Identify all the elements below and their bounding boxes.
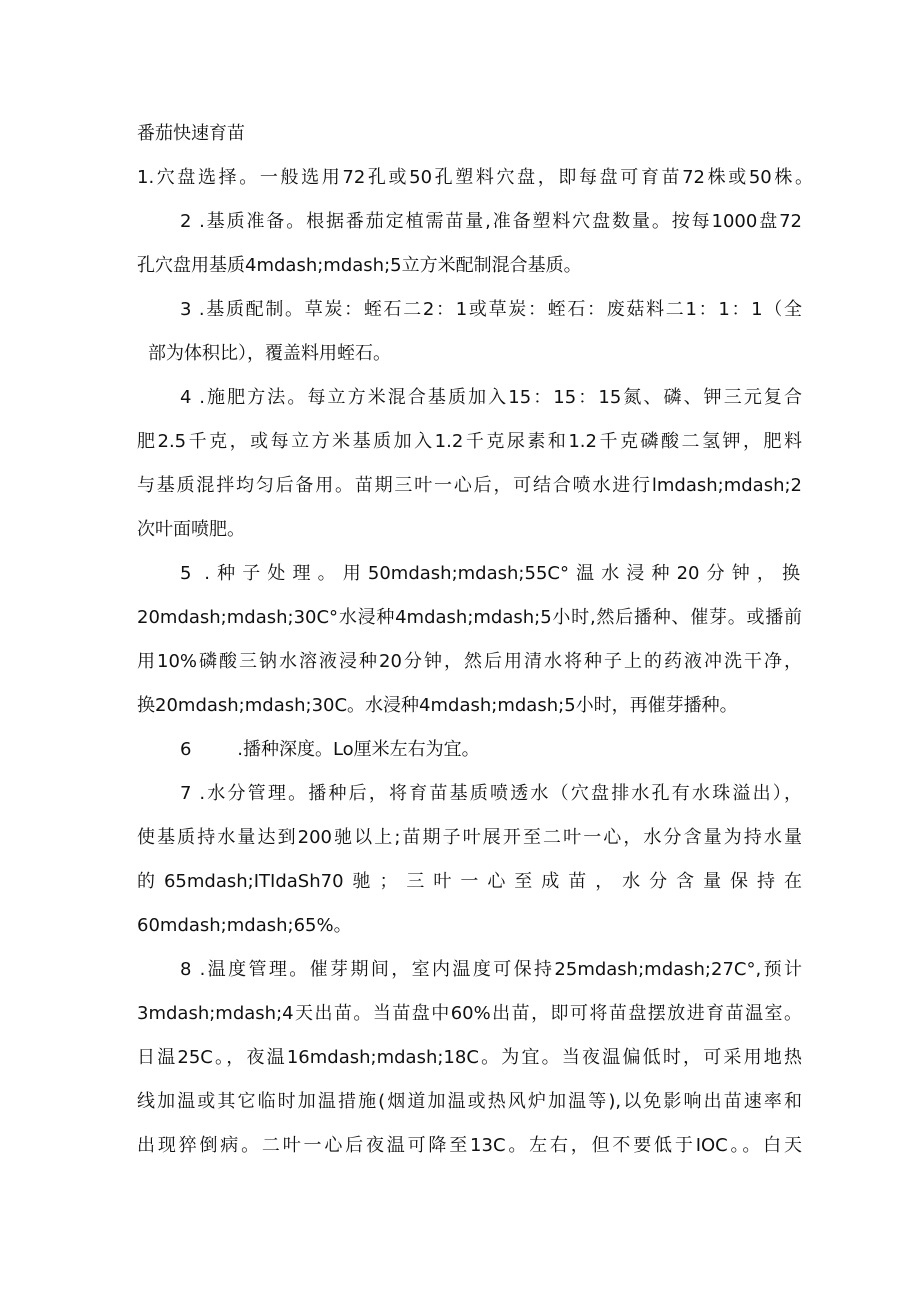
text-line: 的65mdash;ITIdaSh70驰；三叶一心至成苗，水分含量保持在 xyxy=(137,871,802,892)
text-line: 60mdash;mdash;65%。 xyxy=(137,915,352,936)
page-title: 番茄快速育苗 xyxy=(137,123,245,144)
text-line: 换20mdash;mdash;30C。水浸种4mdash;mdash;5小时，再催芽播种。 xyxy=(137,695,738,716)
text-line: 出现猝倒病。二叶一心后夜温可降至13C。左右，但不要低于IOC。。白天 xyxy=(137,1135,802,1156)
text-line: 部为体积比），覆盖料用蛭石。 xyxy=(148,343,391,364)
text-line: 3 .基质配制。草炭：蛭石二2：1或草炭：蛭石：废菇料二1：1：1（全 xyxy=(180,299,802,320)
text-line: 孔穴盘用基质4mdash;mdash;5立方米配制混合基质。 xyxy=(137,255,582,276)
text-line: 3mdash;mdash;4天出苗。当苗盘中60%出苗，即可将苗盘摆放进育苗温室。 xyxy=(137,1003,802,1024)
text-line: 2 .基质准备。根据番茄定植需苗量,准备塑料穴盘数量。按每1000盘72 xyxy=(180,211,802,232)
text-line: 线加温或其它临时加温措施(烟道加温或热风炉加温等),以免影响出苗速率和 xyxy=(137,1091,802,1112)
text-line: 4 .施肥方法。每立方米混合基质加入15：15：15氮、磷、钾三元复合 xyxy=(180,387,802,408)
text-line: 次叶面喷肥。 xyxy=(137,519,245,540)
text-line: 用10%磷酸三钠水溶液浸种20分钟，然后用清水将种子上的药液冲洗干净， xyxy=(137,651,802,672)
text-line: 6 .播种深度。Lo厘米左右为宜。 xyxy=(180,739,480,760)
text-line: 肥2.5千克，或每立方米基质加入1.2千克尿素和1.2千克磷酸二氢钾，肥料 xyxy=(137,431,802,452)
text-line: 8 .温度管理。催芽期间，室内温度可保持25mdash;mdash;27C°,预计 xyxy=(180,959,802,980)
text-line: 日温25C。，夜温16mdash;mdash;18C。为宜。当夜温偏低时，可采用地热 xyxy=(137,1047,802,1068)
text-line: 5 .种子处理。用50mdash;mdash;55C°温水浸种20分钟，换 xyxy=(180,563,800,584)
text-line: 20mdash;mdash;30C°水浸种4mdash;mdash;5小时,然后播种、催芽。或播前 xyxy=(137,607,802,628)
text-line: 使基质持水量达到200驰以上;苗期子叶展开至二叶一心，水分含量为持水量 xyxy=(137,827,802,848)
text-line: 与基质混拌均匀后备用。苗期三叶一心后，可结合喷水进行lmdash;mdash;2 xyxy=(137,475,802,496)
text-line: 1.穴盘选择。一般选用72孔或50孔塑料穴盘，即每盘可育苗72株或50株。 xyxy=(137,167,813,188)
text-line: 7 .水分管理。播种后，将育苗基质喷透水（穴盘排水孔有水珠溢出）， xyxy=(180,783,802,804)
